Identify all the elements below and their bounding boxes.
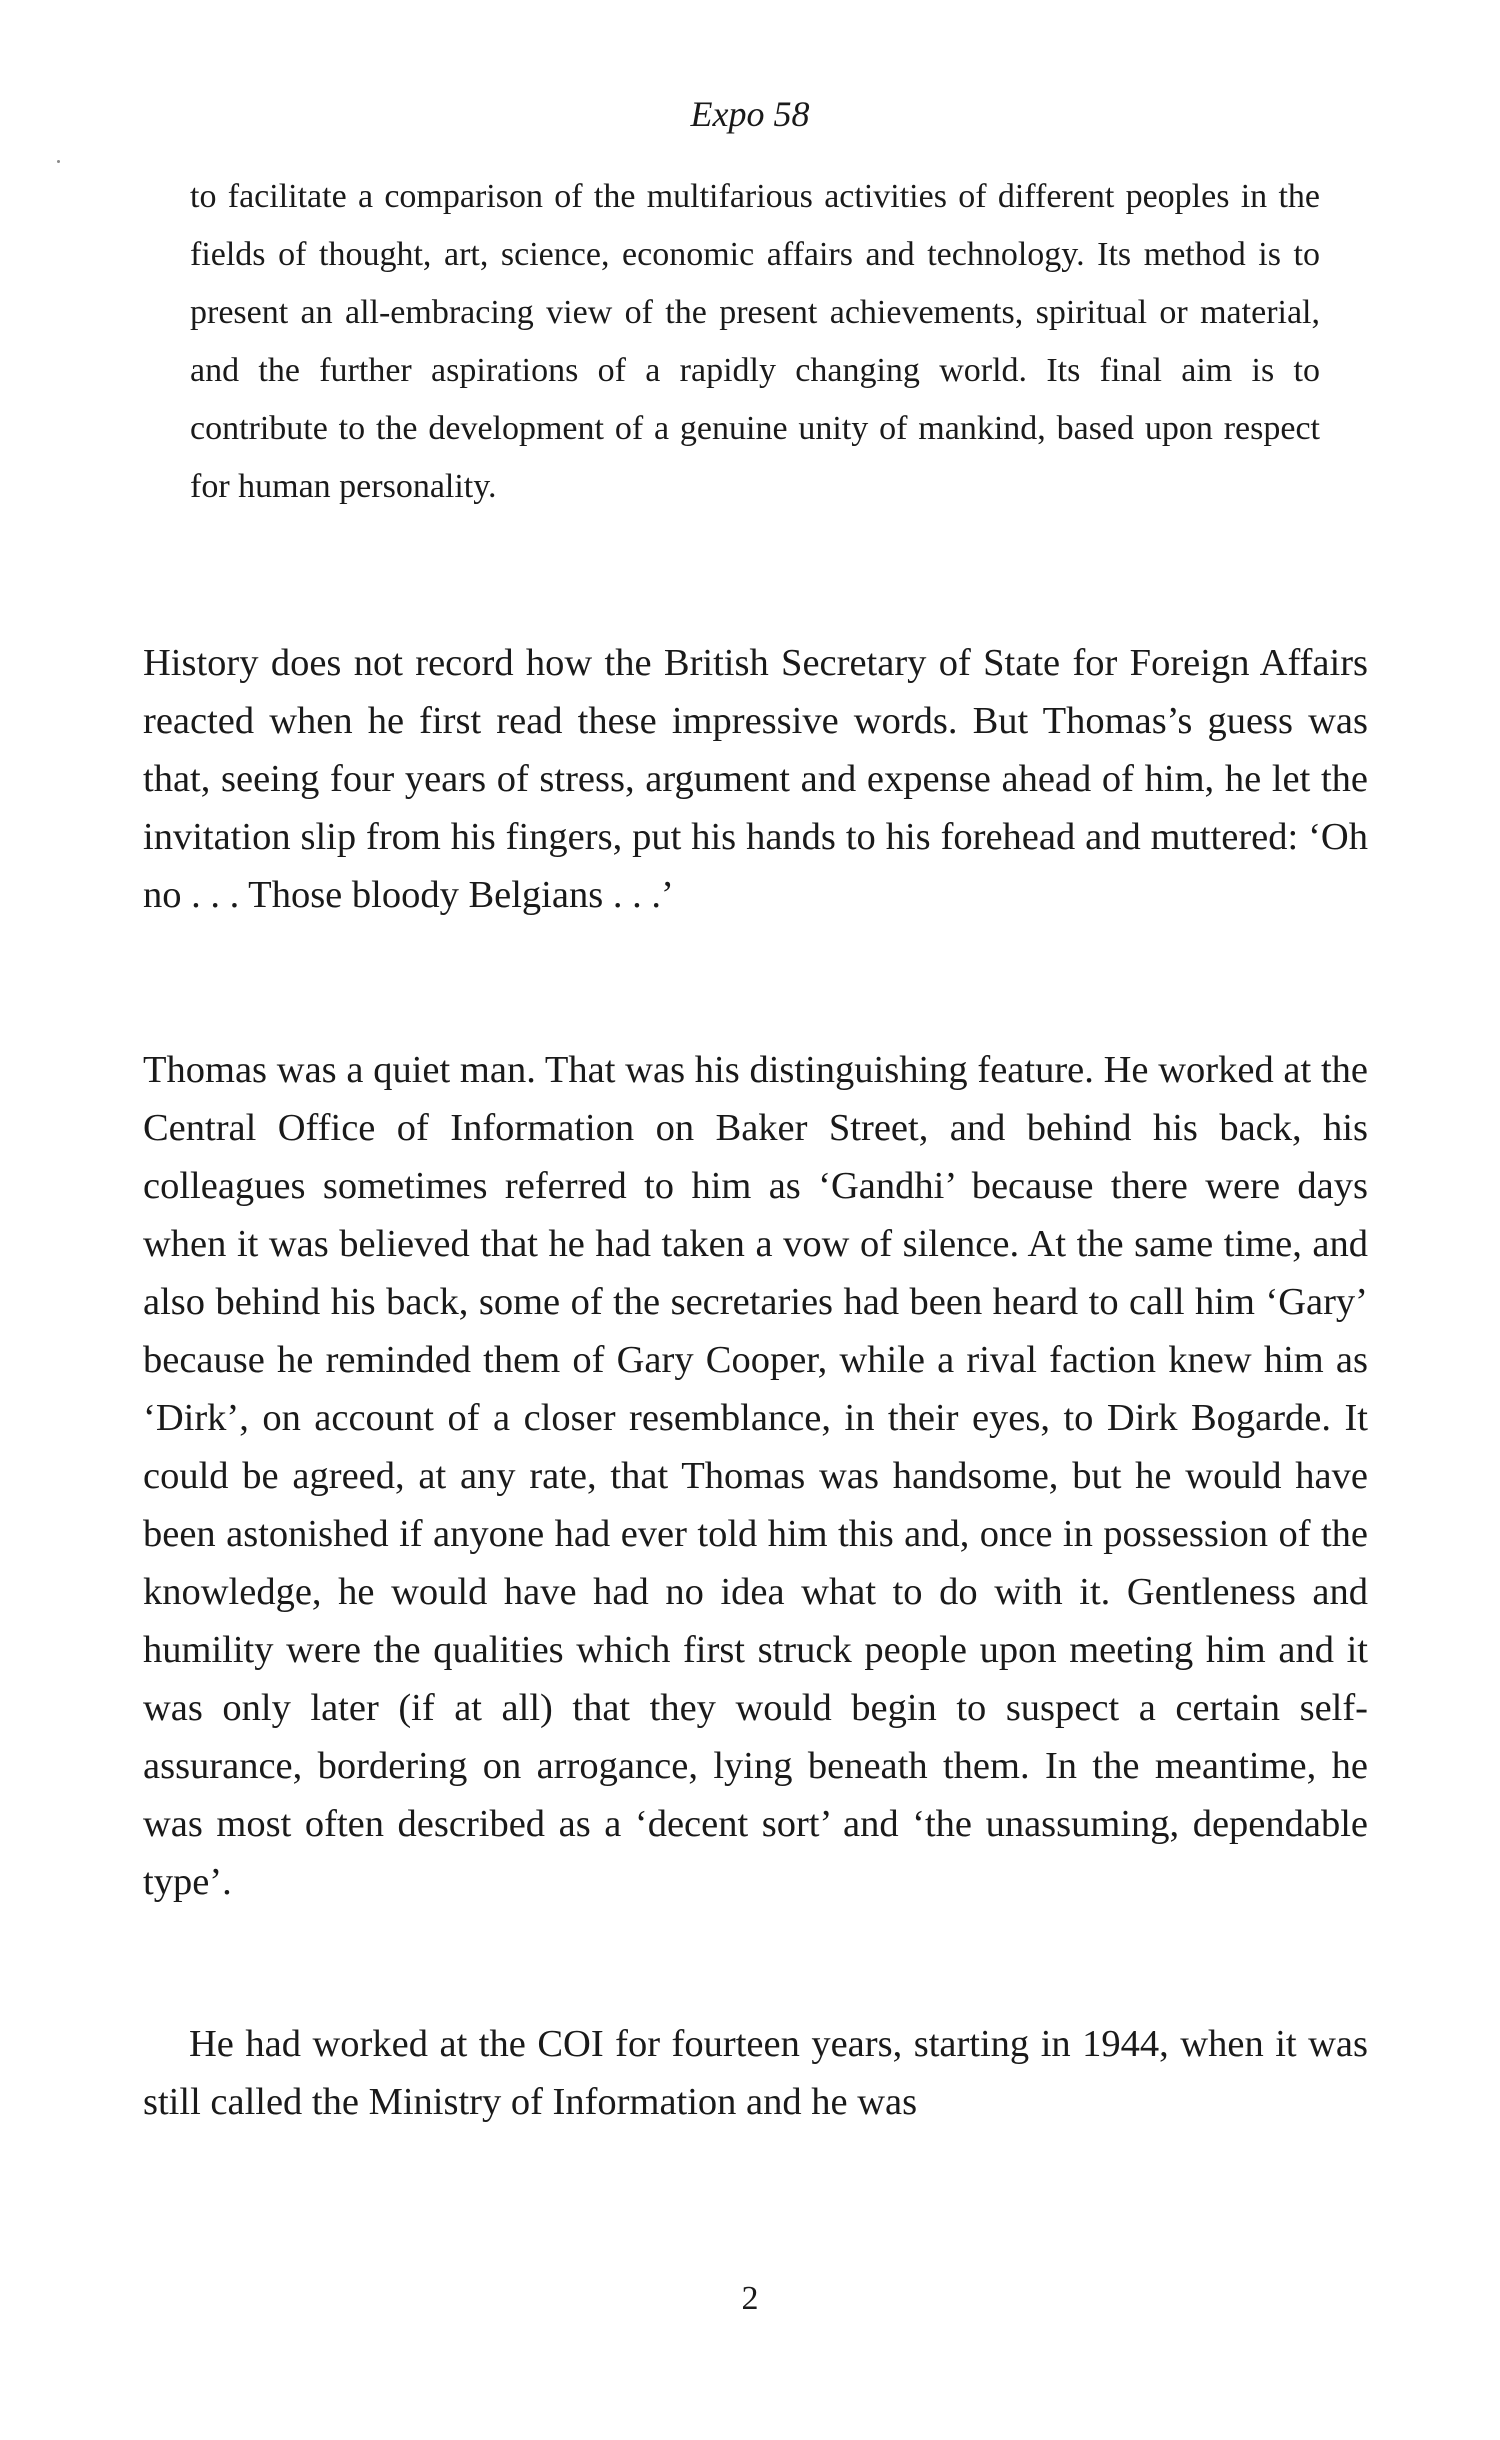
block-quote: [190, 168, 1320, 516]
paragraph-text: He had worked at the COI for fourteen years, starting in 1944, when it was still called the Ministry of Information and he was: [143, 2023, 1368, 2123]
quote-text: to facilitate a comparison of the multifarious activities of different peoples in the fields of thought, art, science, economic affairs and technology. Its method is to present an all-embracing view of the present achievements, spiritual or material, and the further aspirations of a rapidly changing world. Its final aim is to contribute to the development of a genuine unity of mankind, based upon respect for human personality.: [190, 178, 1320, 505]
running-head: Expo 58: [690, 94, 810, 134]
paragraph-text: Thomas was a quiet man. That was his distinguishing feature. He worked at the Central Office of Information on Baker Street, and behind his back, his colleagues sometimes referred to him as ‘Gandhi’ because there were days when it was believed that he had taken a vow of silence. At the same time, and also behind his back, some of the secretaries had been heard to call him ‘Gary’ because he reminded them of Gary Cooper, while a rival faction knew him as ‘Dirk’, on account of a closer resemblance, in their eyes, to Dirk Bogarde. It could be agreed, at any rate, that Thomas was handsome, but he would have been astonished if anyone had ever told him this and, once in possession of the knowledge, he would have had no idea what to do with it. Gentleness and humility were the qualities which first struck people upon meeting him and it was only later (if at all) that they would begin to suspect a certain self-assurance, bordering on arrogance, lying beneath them. In the meantime, he was most often described as a ‘decent sort’ and ‘the unassuming, dependable type’.: [143, 1049, 1368, 1903]
scan-speck: [57, 160, 60, 163]
page-number: 2: [741, 2280, 759, 2317]
paragraph: [143, 634, 1368, 924]
paragraph: [143, 2015, 1368, 2131]
paragraph: [143, 1041, 1368, 1911]
paragraph-text: History does not record how the British Secretary of State for Foreign Affairs reacted when he first read these impressive words. But Thomas’s guess was that, seeing four years of stress, argument and expense ahead of him, he let the invitation slip from his fingers, put his hands to his forehead and muttered: ‘Oh no . . . Those bloody Belgians . . .’: [143, 642, 1368, 916]
